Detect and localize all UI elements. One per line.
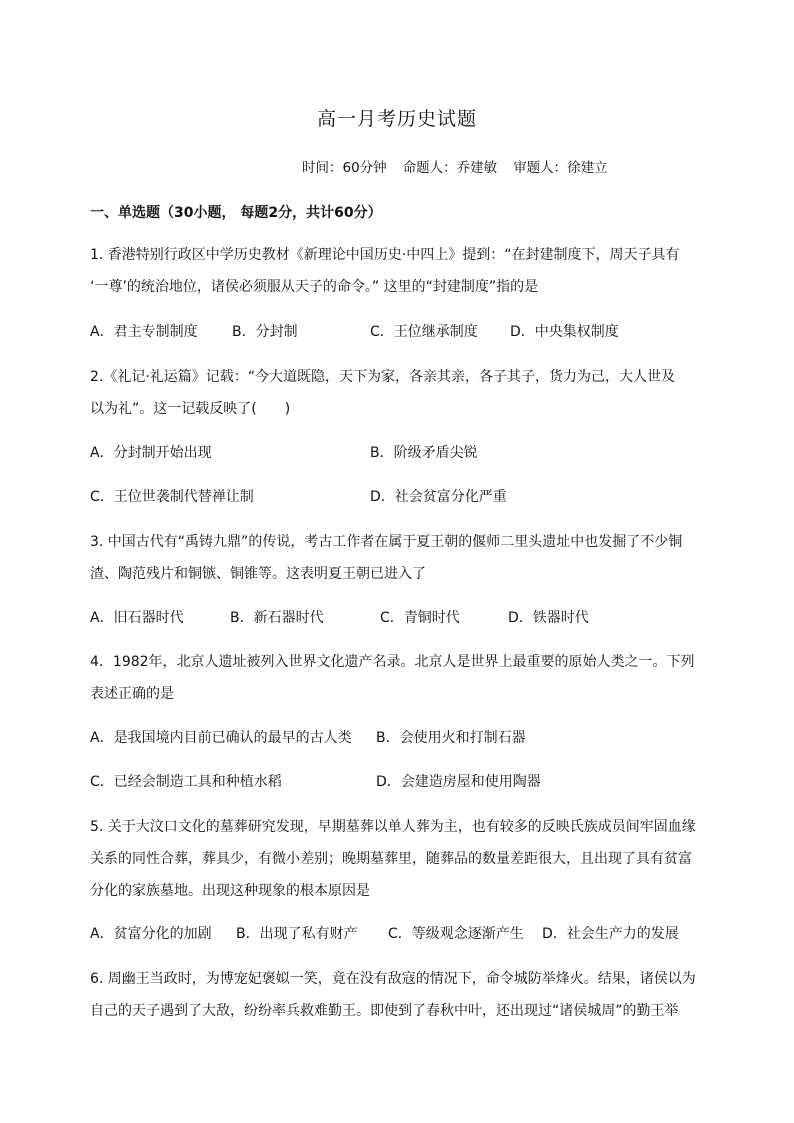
question-1-option-c: C．王位继承制度: [370, 324, 478, 340]
question-3-option-d: D．铁器时代: [508, 610, 589, 626]
question-1-option-a: A．君主专制制度: [90, 324, 198, 340]
question-5-option-c: C．等级观念逐渐产生: [388, 926, 524, 942]
exam-meta: [302, 156, 608, 176]
section-title: 一、单选题（30小题， 每题2分，共计60分）: [90, 205, 382, 221]
question-4-option-a: A．是我国境内目前已确认的最早的古人类: [90, 730, 352, 746]
question-2-line-2: 以为礼”。这一记载反映了( ): [90, 401, 291, 417]
question-3-option-c: C．青铜时代: [380, 610, 460, 626]
question-3-option-a: A．旧石器时代: [90, 610, 184, 626]
question-3-line-1: 3. 中国古代有“禹铸九鼎”的传说，考古工作者在属于夏王朝的偃师二里头遗址中也发掘了不少铜: [90, 534, 683, 550]
question-5-line-2: 关系的同性合葬，葬具少，有微小差别；晚期墓葬里，随葬品的数量差距很大，且出现了具有贫富: [90, 851, 692, 867]
question-4-line-1: 4．1982年，北京人遗址被列入世界文化遗产名录。北京人是世界上最重要的原始人类之一。下列: [90, 654, 695, 670]
question-4-option-c: C．已经会制造工具和种植水稻: [90, 774, 282, 790]
question-1-option-d: D．中央集权制度: [510, 324, 619, 340]
question-3-option-b: B．新石器时代: [230, 610, 324, 626]
question-1-line-2: ‘一尊’的统治地位，诸侯必须服从天子的命令。” 这里的“封建制度”指的是: [90, 279, 539, 295]
question-5-option-a: A．贫富分化的加剧: [90, 926, 212, 942]
question-2-line-1: 2.《礼记·礼运篇》记载：“今大道既隐，天下为家，各亲其亲，各子其子，货力为己，大人世及: [90, 369, 676, 385]
exam-setter: 命题人：乔建敏: [402, 160, 498, 176]
exam-time: 时间：60分钟: [302, 160, 387, 176]
question-2-option-b: B．阶级矛盾尖锐: [370, 445, 478, 461]
question-5-line-1: 5. 关于大汶口文化的墓葬研究发现，早期墓葬以单人葬为主，也有较多的反映氏族成员间牢固血缘: [90, 819, 696, 835]
question-2-option-a: A．分封制开始出现: [90, 445, 212, 461]
question-5-line-3: 分化的家族墓地。出现这种现象的根本原因是: [90, 883, 370, 899]
page-title: 高一月考历史试题: [316, 108, 477, 130]
question-4-line-2: 表述正确的是: [90, 686, 174, 702]
question-4-option-b: B．会使用火和打制石器: [376, 730, 526, 746]
exam-reviewer: 审题人：徐建立: [513, 160, 608, 176]
question-5-option-d: D．社会生产力的发展: [542, 926, 679, 942]
question-6-line-1: 6. 周幽王当政时，为博宠妃褒姒一笑，竟在没有敌寇的情况下，命令城防举烽火。结果，诸侯以为: [90, 971, 696, 987]
question-5-option-b: B．出现了私有财产: [236, 926, 358, 942]
question-2-option-c: C．王位世袭制代替禅让制: [90, 489, 254, 505]
question-1-option-b: B．分封制: [232, 324, 298, 340]
question-2-option-d: D．社会贫富分化严重: [370, 489, 507, 505]
question-6-line-2: 自己的天子遇到了大敌，纷纷率兵救难勤王。即使到了春秋中叶，还出现过“诸侯城周”的勤王举: [90, 1003, 679, 1019]
question-4-option-d: D．会建造房屋和使用陶器: [376, 774, 541, 790]
question-1-line-1: 1. 香港特别行政区中学历史教材《新理论中国历史·中四上》提到：“在封建制度下，周天子具有: [90, 247, 680, 263]
question-3-line-2: 渣、陶范残片和铜镞、铜锥等。这表明夏王朝已进入了: [90, 566, 426, 582]
